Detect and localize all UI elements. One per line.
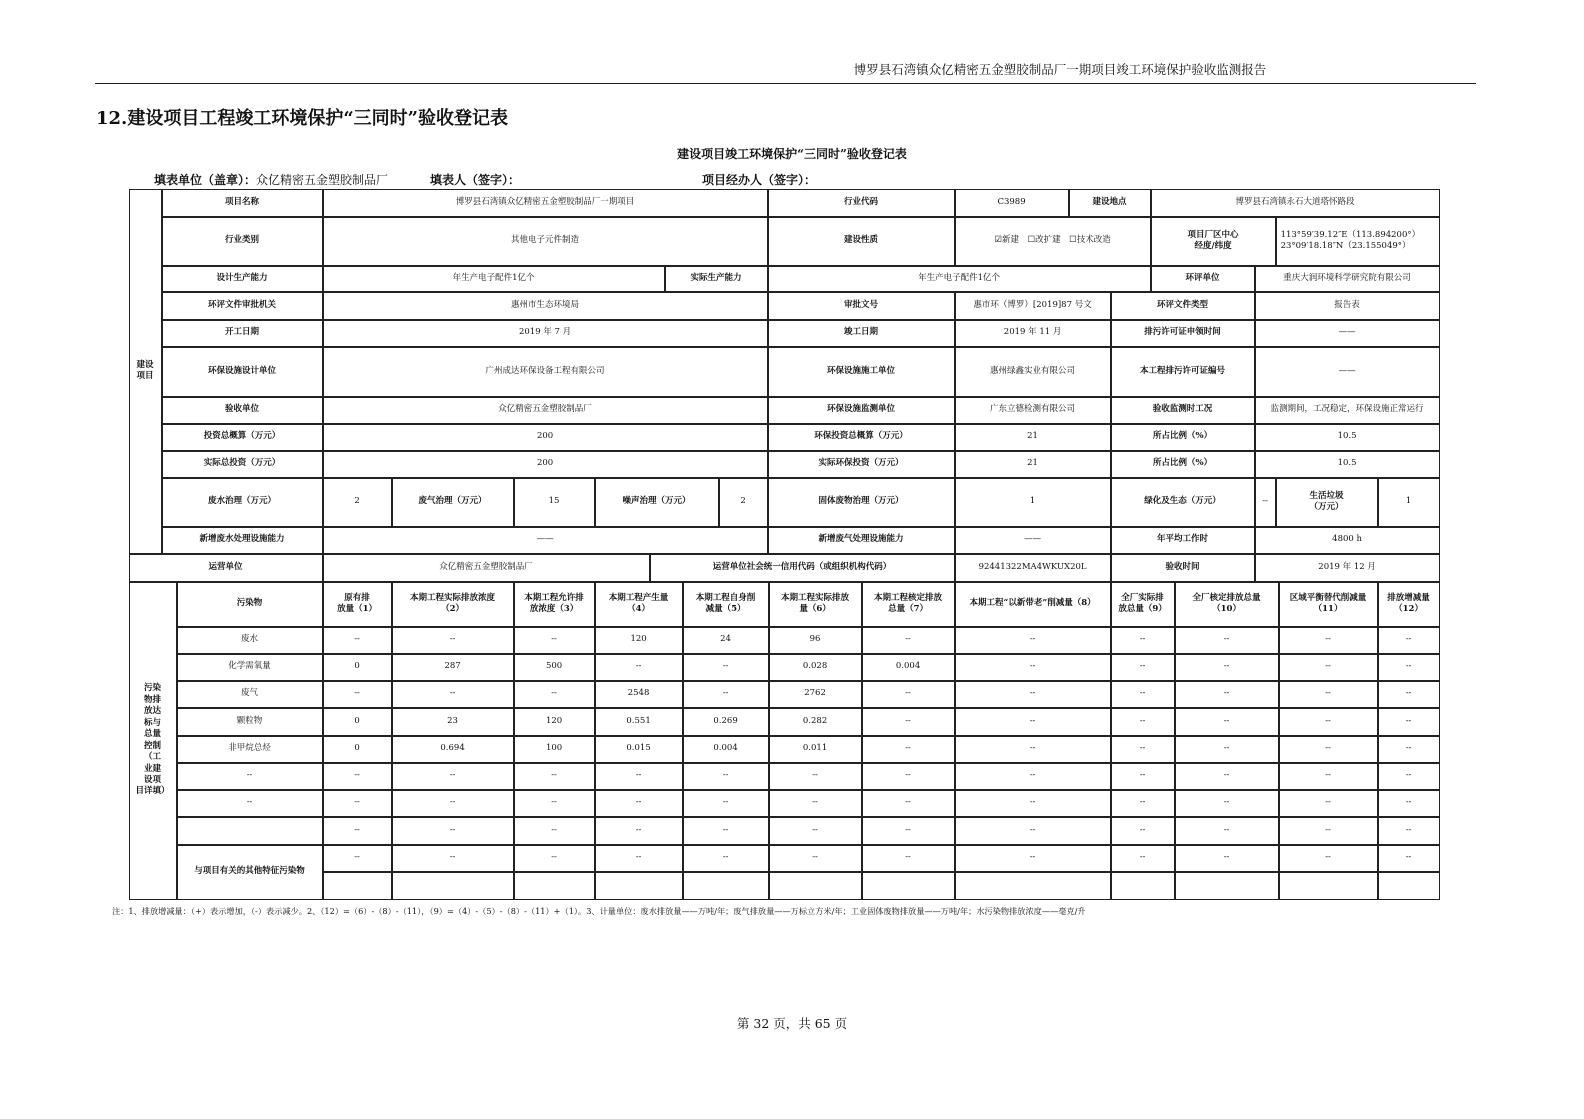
pollutant-cell: -- [1279, 845, 1378, 872]
pollutant-cell: -- [1378, 763, 1440, 790]
pollutant-cell: -- [595, 763, 683, 790]
pollutant-cell: -- [955, 627, 1111, 654]
pollutant-cell: -- [955, 845, 1111, 872]
pollutant-cell: -- [862, 763, 955, 790]
pollutant-cell: 0.551 [595, 708, 683, 736]
pollutant-cell: -- [1279, 763, 1378, 790]
field-value: 2019 年 7 月 [323, 320, 768, 347]
field-label: 运营单位社会统一信用代码（或组织机构代码） [650, 554, 955, 582]
field-value: 惠市环（博罗）[2019]87 号文 [955, 292, 1111, 320]
field-label: 实际生产能力 [665, 266, 768, 292]
pollutant-header: 污染物 [177, 582, 323, 627]
pollutant-cell: 96 [769, 627, 862, 654]
pollutant-cell: -- [1378, 736, 1440, 763]
pollutant-cell: 颗粒物 [177, 708, 323, 736]
pollutant-header: 本期工程产生量 （4） [595, 582, 683, 627]
page-number: 第 32 页，共 65 页 [736, 1016, 848, 1031]
pollutant-cell: -- [1279, 817, 1378, 845]
pollutant-cell [177, 817, 323, 845]
field-label: 噪声治理（万元） [595, 478, 719, 527]
field-value: C3989 [955, 189, 1069, 217]
field-label: 行业类别 [162, 217, 323, 266]
pollutant-cell: -- [392, 845, 514, 872]
field-label: 环保设施设计单位 [162, 347, 323, 397]
pollutant-cell: -- [862, 845, 955, 872]
pollutant-cell: -- [1378, 627, 1440, 654]
pollutant-cell [862, 872, 955, 900]
pollutant-cell: -- [862, 817, 955, 845]
pollutant-cell: -- [1111, 681, 1175, 708]
field-value: 10.5 [1255, 424, 1440, 451]
pollutant-cell: -- [1111, 790, 1175, 817]
acceptance-registration-table [129, 189, 1440, 900]
field-value: 惠州绿鑫实业有限公司 [955, 347, 1111, 397]
field-label: 设计生产能力 [162, 266, 323, 292]
pollutant-cell: -- [392, 763, 514, 790]
pollutant-cell: -- [862, 681, 955, 708]
field-value: 1 [955, 478, 1111, 527]
pollutant-cell: 100 [514, 736, 595, 763]
other-pollutant-label: 与项目有关的其他特征污染物 [177, 845, 323, 900]
pollutant-cell: -- [955, 763, 1111, 790]
pollutant-cell: 500 [514, 654, 595, 681]
field-label: 环保设施监测单位 [768, 397, 955, 424]
field-label: 环评文件类型 [1111, 292, 1255, 320]
pollutant-cell: -- [1111, 654, 1175, 681]
pollutant-header: 排放增减量 （12） [1378, 582, 1440, 627]
pollutant-cell [1111, 872, 1175, 900]
field-label: 生活垃圾 （万元） [1276, 478, 1378, 527]
pollutant-cell: 120 [595, 627, 683, 654]
field-label: 行业代码 [768, 189, 955, 217]
pollutant-cell: -- [595, 654, 683, 681]
pollutant-cell: -- [323, 790, 392, 817]
pollutant-cell: 0.282 [769, 708, 862, 736]
filler-label: 填表人（签字）： [430, 173, 521, 187]
field-label: 环评单位 [1151, 266, 1255, 292]
field-label: 环评文件审批机关 [162, 292, 323, 320]
pollutant-cell: 0.269 [683, 708, 769, 736]
pollutant-cell: -- [392, 627, 514, 654]
pollutant-header: 本期工程自身削 减量（5） [683, 582, 769, 627]
field-value: —— [1255, 347, 1440, 397]
field-value: 21 [955, 451, 1111, 478]
fill-unit: 填表单位（盖章）：众亿精密五金塑胶制品厂 [154, 173, 389, 187]
pollutant-cell: -- [862, 736, 955, 763]
pollutant-cell: 0 [323, 736, 392, 763]
pollutant-cell: -- [514, 845, 595, 872]
pollutant-cell: 0.028 [769, 654, 862, 681]
pollutant-cell: -- [1378, 790, 1440, 817]
field-label: 绿化及生态（万元） [1111, 478, 1255, 527]
field-value: —— [1255, 320, 1440, 347]
field-label: 所占比例（%） [1111, 424, 1255, 451]
pollutant-cell: -- [862, 627, 955, 654]
field-label: 环保设施施工单位 [768, 347, 955, 397]
pollutant-cell: -- [323, 845, 392, 872]
field-value: 92441322MA4WKUX20L [955, 554, 1111, 582]
pollutant-cell: -- [514, 681, 595, 708]
pollutant-cell [769, 872, 862, 900]
pollutant-cell [1279, 872, 1378, 900]
field-label: 实际环保投资（万元） [768, 451, 955, 478]
field-value: -- [1255, 478, 1276, 527]
pollutant-cell [323, 872, 392, 900]
pollutant-cell: -- [769, 763, 862, 790]
pollutant-cell: 0 [323, 708, 392, 736]
pollutant-cell: 120 [514, 708, 595, 736]
field-label: 项目厂区中心 经度/纬度 [1151, 217, 1276, 266]
field-value: 监测期间，工况稳定，环保设施正常运行 [1255, 397, 1440, 424]
field-label: 本工程排污许可证编号 [1111, 347, 1255, 397]
pollutant-cell: -- [955, 790, 1111, 817]
field-value: 4800 h [1255, 527, 1440, 554]
pollutant-cell: -- [1111, 708, 1175, 736]
field-label: 开工日期 [162, 320, 323, 347]
field-label: 废水治理（万元） [162, 478, 323, 527]
field-value: 1 [1378, 478, 1440, 527]
pollutant-cell: -- [1279, 681, 1378, 708]
pollutant-cell: -- [1279, 790, 1378, 817]
pollutant-cell [595, 872, 683, 900]
pollutant-cell: -- [1175, 817, 1279, 845]
field-value: 众亿精密五金塑胶制品厂 [323, 554, 650, 582]
pollutant-cell: 废水 [177, 627, 323, 654]
pollutant-cell: -- [177, 763, 323, 790]
pollutant-cell: -- [323, 681, 392, 708]
pollutant-header: 本期工程实际排放浓度 （2） [392, 582, 514, 627]
field-value: 2 [719, 478, 768, 527]
side-label-project: 建设 项目 [129, 189, 162, 554]
pollutant-cell: -- [1279, 627, 1378, 654]
pollutant-cell: -- [955, 736, 1111, 763]
field-value: 重庆大润环境科学研究院有限公司 [1255, 266, 1440, 292]
pollutant-cell: -- [1378, 654, 1440, 681]
field-label: 固体废物治理（万元） [768, 478, 955, 527]
pollutant-cell: -- [1175, 627, 1279, 654]
field-label: 建设性质 [768, 217, 955, 266]
pollutant-cell: -- [1378, 681, 1440, 708]
field-value: 2 [323, 478, 392, 527]
field-label: 实际总投资（万元） [162, 451, 323, 478]
field-value: —— [955, 527, 1111, 554]
pollutant-cell: 23 [392, 708, 514, 736]
field-value: 众亿精密五金塑胶制品厂 [323, 397, 768, 424]
field-value: 200 [323, 451, 768, 478]
pollutant-cell: -- [955, 708, 1111, 736]
field-value: 其他电子元件制造 [323, 217, 768, 266]
pollutant-cell: -- [514, 790, 595, 817]
pollutant-cell: -- [514, 763, 595, 790]
field-value: 200 [323, 424, 768, 451]
field-label: 新增废气处理设施能力 [768, 527, 955, 554]
pollutant-cell: -- [514, 627, 595, 654]
pollutant-cell: 0.694 [392, 736, 514, 763]
pollutant-cell: -- [1279, 654, 1378, 681]
field-label: 审批文号 [768, 292, 955, 320]
header-divider [95, 83, 1476, 84]
pollutant-cell: -- [769, 817, 862, 845]
field-label: 排污许可证申领时间 [1111, 320, 1255, 347]
pollutant-cell: 0.011 [769, 736, 862, 763]
pollutant-cell: -- [683, 654, 769, 681]
pollutant-cell: -- [323, 817, 392, 845]
field-label: 环保投资总概算（万元） [768, 424, 955, 451]
pollutant-cell: -- [955, 654, 1111, 681]
pollutant-cell: -- [595, 845, 683, 872]
pollutant-cell: -- [392, 817, 514, 845]
pollutant-cell: 非甲烷总烃 [177, 736, 323, 763]
field-label: 建设地点 [1069, 189, 1151, 217]
table-note: 注：1、排放增减量：（+）表示增加，（-）表示减少。2、（12）=（6）-（8）-（11），（9）=（4）-（5）-（8）-（11）+（1）。3、计量单位：废水排放量——万吨/年；废气排放量——万标立方米/年；工业固体废物排放量——万吨/年；水污染物排放浓度——毫克/升 [112, 906, 1086, 916]
pollutant-cell: -- [955, 681, 1111, 708]
pollutant-cell: -- [1111, 627, 1175, 654]
field-value: ☑新建 ☐改扩建 ☐技术改造 [955, 217, 1151, 266]
field-value: 2019 年 11 月 [955, 320, 1111, 347]
field-value: 广东立德检测有限公司 [955, 397, 1111, 424]
pollutant-cell: -- [1175, 763, 1279, 790]
pollutant-cell: -- [595, 790, 683, 817]
pollutant-cell: 24 [683, 627, 769, 654]
field-value: 21 [955, 424, 1111, 451]
pollutant-cell: -- [1279, 736, 1378, 763]
field-label: 新增废水处理设施能力 [162, 527, 323, 554]
field-value: 博罗县石湾镇众亿精密五金塑胶制品厂一期项目 [323, 189, 768, 217]
pollutant-cell [683, 872, 769, 900]
report-header-title: 博罗县石湾镇众亿精密五金塑胶制品厂一期项目竣工环境保护验收监测报告 [853, 62, 1267, 77]
pollutant-cell: -- [862, 790, 955, 817]
field-value: 博罗县石湾镇永石大道塔怀路段 [1151, 189, 1440, 217]
pollutant-cell: -- [862, 708, 955, 736]
field-label: 运营单位 [129, 554, 323, 582]
field-label: 验收监测时工况 [1111, 397, 1255, 424]
field-label: 年平均工作时 [1111, 527, 1255, 554]
pollutant-cell: -- [1111, 845, 1175, 872]
field-label: 项目名称 [162, 189, 323, 217]
field-value: 10.5 [1255, 451, 1440, 478]
field-value: 报告表 [1255, 292, 1440, 320]
pollutant-cell: -- [1175, 845, 1279, 872]
pollutant-cell: -- [1175, 790, 1279, 817]
field-value: 广州成达环保设备工程有限公司 [323, 347, 768, 397]
pollutant-cell: 废气 [177, 681, 323, 708]
pollutant-cell [955, 872, 1111, 900]
field-value: 113°59′39.12″E（113.894200°）23°09′18.18″N（23.155049°） [1276, 217, 1440, 266]
pollutant-header: 本期工程允许排 放浓度（3） [514, 582, 595, 627]
pollutant-cell: -- [955, 817, 1111, 845]
pollutant-cell: -- [769, 845, 862, 872]
pollutant-cell: -- [1175, 681, 1279, 708]
field-value: 年生产电子配件1亿个 [323, 266, 665, 292]
table-title: 建设项目竣工环境保护“三同时”验收登记表 [677, 147, 907, 161]
field-value: 15 [514, 478, 595, 527]
field-label: 验收时间 [1111, 554, 1255, 582]
pollutant-cell [392, 872, 514, 900]
field-label: 废气治理（万元） [392, 478, 514, 527]
pollutant-cell: -- [392, 681, 514, 708]
field-label: 所占比例（%） [1111, 451, 1255, 478]
pollutant-header: 本期工程“以新带老”削减量（8） [955, 582, 1111, 627]
pollutant-cell: -- [1378, 817, 1440, 845]
pollutant-cell: 2548 [595, 681, 683, 708]
pollutant-cell: -- [769, 790, 862, 817]
pollutant-cell: -- [1279, 708, 1378, 736]
pollutant-cell: -- [1111, 817, 1175, 845]
pollutant-cell: -- [683, 763, 769, 790]
pollutant-cell: 287 [392, 654, 514, 681]
pollutant-header: 区域平衡替代削减量 （11） [1279, 582, 1378, 627]
pollutant-cell: 化学需氧量 [177, 654, 323, 681]
pollutant-cell: 0 [323, 654, 392, 681]
side-label-pollutant: 污染 物排 放达 标与 总量 控制 （工 业建 设项 目详填） [129, 582, 177, 900]
pollutant-cell: -- [683, 817, 769, 845]
pollutant-cell: -- [177, 790, 323, 817]
pollutant-cell: -- [1175, 736, 1279, 763]
pollutant-cell: -- [392, 790, 514, 817]
pollutant-cell: -- [323, 627, 392, 654]
field-value: 惠州市生态环境局 [323, 292, 768, 320]
field-label: 投资总概算（万元） [162, 424, 323, 451]
pollutant-header: 原有排 放量（1） [323, 582, 392, 627]
pollutant-cell: -- [1175, 708, 1279, 736]
pollutant-cell: 0.015 [595, 736, 683, 763]
field-label: 验收单位 [162, 397, 323, 424]
field-label: 竣工日期 [768, 320, 955, 347]
pollutant-cell: 0.004 [683, 736, 769, 763]
pollutant-header: 全厂核定排放总量 （10） [1175, 582, 1279, 627]
pollutant-cell [1378, 872, 1440, 900]
pollutant-cell [1175, 872, 1279, 900]
pollutant-cell: -- [1111, 736, 1175, 763]
pollutant-cell: -- [683, 790, 769, 817]
pollutant-cell: -- [1175, 654, 1279, 681]
section-title: 12.建设项目工程竣工环境保护“三同时”验收登记表 [96, 108, 509, 129]
field-value: 年生产电子配件1亿个 [768, 266, 1151, 292]
field-value: —— [323, 527, 768, 554]
pollutant-cell: -- [514, 817, 595, 845]
pollutant-cell: -- [1378, 845, 1440, 872]
manager-label: 项目经办人（签字）： [702, 173, 817, 187]
pollutant-cell: 0.004 [862, 654, 955, 681]
pollutant-cell: -- [683, 681, 769, 708]
field-value: 2019 年 12 月 [1255, 554, 1440, 582]
pollutant-cell: -- [683, 845, 769, 872]
pollutant-cell: -- [323, 763, 392, 790]
pollutant-cell: -- [1111, 763, 1175, 790]
pollutant-cell: -- [595, 817, 683, 845]
pollutant-cell [514, 872, 595, 900]
pollutant-header: 全厂实际排 放总量（9） [1111, 582, 1175, 627]
pollutant-cell: -- [1378, 708, 1440, 736]
pollutant-cell: 2762 [769, 681, 862, 708]
pollutant-header: 本期工程核定排放 总量（7） [862, 582, 955, 627]
pollutant-header: 本期工程实际排放 量（6） [769, 582, 862, 627]
